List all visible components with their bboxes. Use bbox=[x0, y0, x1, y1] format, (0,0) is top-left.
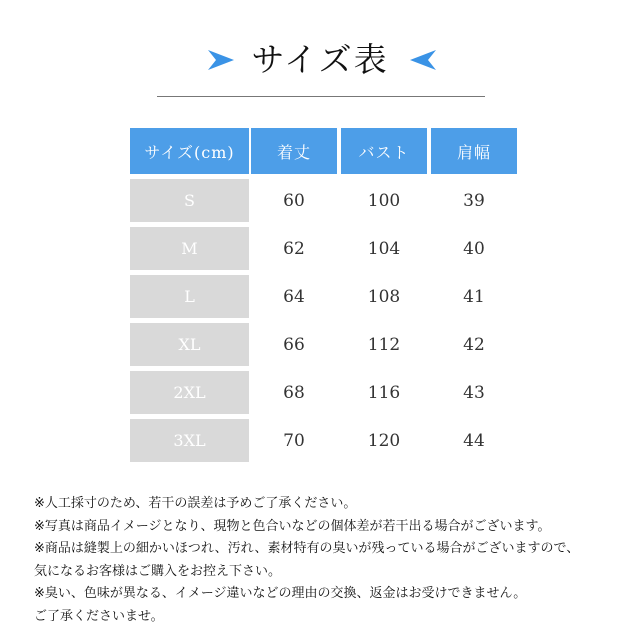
bust-value: 100 bbox=[367, 190, 401, 211]
length-value: 68 bbox=[283, 382, 305, 403]
bust-value: 120 bbox=[367, 430, 401, 451]
header-bust: バスト bbox=[341, 128, 427, 174]
shoulder-value: 39 bbox=[463, 190, 485, 211]
header-size: サイズ(cm) bbox=[130, 128, 249, 174]
title-divider bbox=[157, 96, 485, 97]
size-label: XL bbox=[130, 323, 249, 366]
page-title: サイズ表 bbox=[251, 40, 389, 79]
shoulder-value: 43 bbox=[463, 382, 485, 403]
shoulder-value: 42 bbox=[463, 334, 485, 355]
length-value: 70 bbox=[283, 430, 305, 451]
note-line: ※写真は商品イメージとなり、現物と色合いなどの個体差が若干出る場合がございます。 bbox=[34, 518, 551, 534]
shoulder-value: 40 bbox=[463, 238, 485, 259]
length-value: 64 bbox=[283, 286, 305, 307]
length-value: 60 bbox=[283, 190, 305, 211]
chevron-right-icon bbox=[206, 45, 236, 75]
title-area bbox=[0, 38, 640, 82]
length-value: 62 bbox=[283, 238, 305, 259]
length-value: 66 bbox=[283, 334, 305, 355]
size-label: 2XL bbox=[130, 371, 249, 414]
shoulder-value: 41 bbox=[463, 286, 485, 307]
size-label: M bbox=[130, 227, 249, 270]
note-line: ※商品は縫製上の細かいほつれ、汚れ、素材特有の臭いが残っている場合がございますので、 bbox=[34, 541, 580, 556]
note-line: ※人工採寸のため、若干の誤差は予めご了承ください。 bbox=[34, 496, 357, 511]
size-label: 3XL bbox=[130, 419, 249, 462]
bust-value: 108 bbox=[367, 286, 401, 307]
bust-value: 104 bbox=[367, 238, 401, 259]
shoulder-value: 44 bbox=[463, 430, 485, 451]
header-shoulder: 肩幅 bbox=[431, 128, 517, 174]
note-line: ※臭い、色味が異なる、イメージ違いなどの理由の交換、返金はお受けできません。 bbox=[34, 586, 527, 601]
note-line: 気になるお客様はご購入をお控え下さい。 bbox=[34, 563, 282, 579]
notes-block bbox=[34, 493, 634, 628]
note-line: ご了承くださいませ。 bbox=[34, 608, 164, 624]
bust-value: 116 bbox=[367, 382, 401, 403]
header-length: 着丈 bbox=[251, 128, 337, 174]
bust-value: 112 bbox=[367, 334, 401, 355]
size-label: S bbox=[130, 179, 249, 222]
size-label: L bbox=[130, 275, 249, 318]
chevron-left-icon bbox=[408, 45, 438, 75]
